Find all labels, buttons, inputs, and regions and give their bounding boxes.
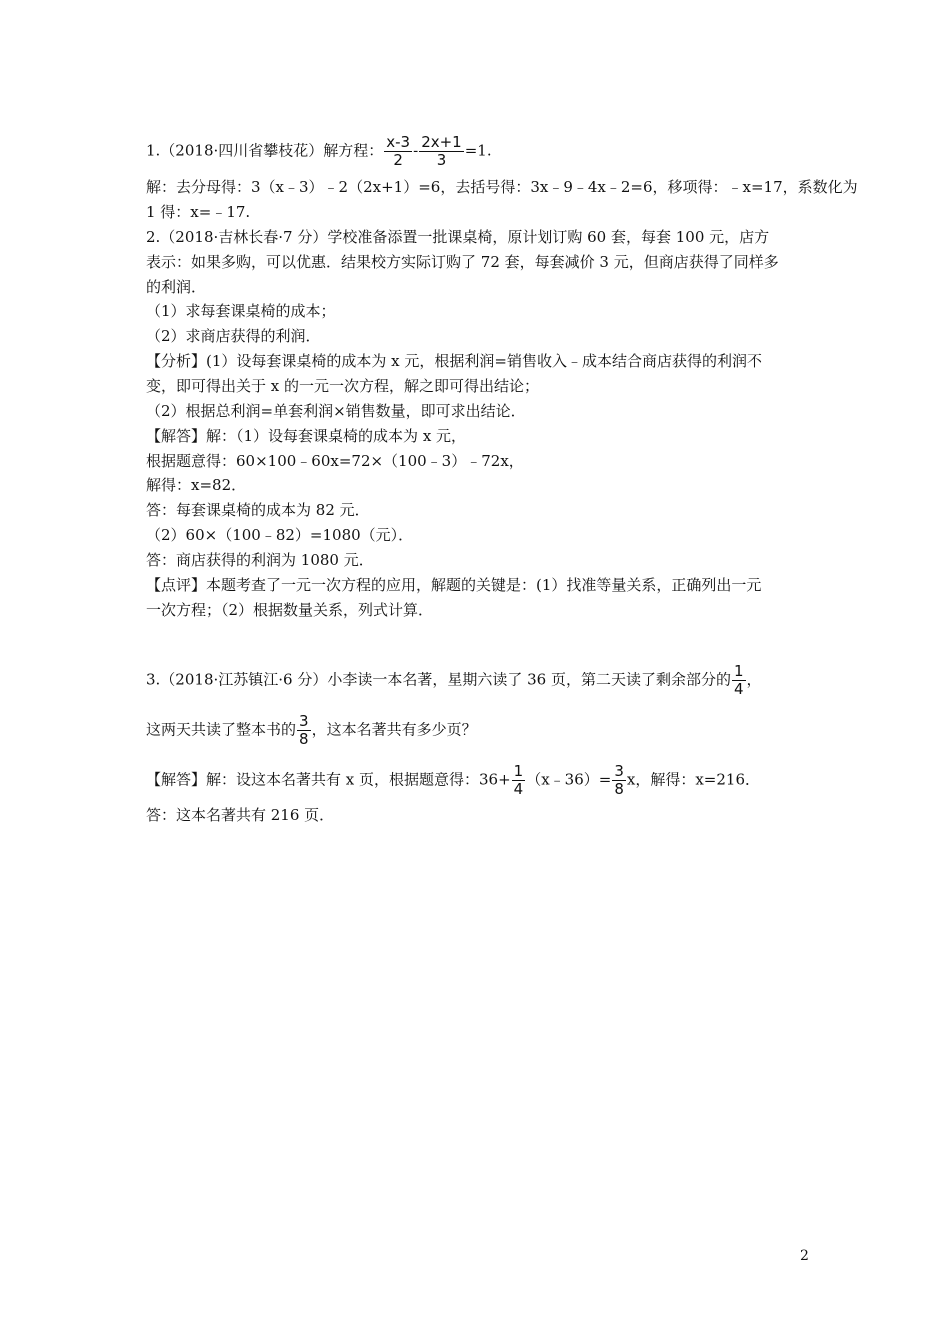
q2-part-2: （2）求商店获得的利润．	[146, 327, 321, 345]
q1-fraction-2: $\frac{2x+1}{3}$	[421, 133, 462, 169]
q2-stem-line-3: 的利润．	[146, 278, 207, 296]
q2-analysis-line-2: 变，即可得出关于 x 的一元一次方程，解之即可得出结论；	[146, 377, 539, 395]
q1-stem: 1.（2018·四川省攀枝花）解方程： $\frac{x-3}{2}$ - $\frac{2x+1}{3}$ =1.	[146, 133, 492, 169]
q2-answer-line-1: 【解答】解：（1）设每套课桌椅的成本为 x 元，	[146, 427, 467, 445]
q1-fraction-1: $\frac{x-3}{2}$	[386, 133, 411, 169]
q2-part-1: （1）求每套课桌椅的成本；	[146, 302, 336, 320]
q2-comment-line-1: 【点评】本题考查了一元一次方程的应用，解题的关键是：(1）找准等量关系，正确列出一元	[146, 576, 762, 594]
q1-solution-line-2: 1 得：x=﹣17.	[146, 203, 251, 221]
q2-stem-line-1: 2.（2018·吉林长春·7 分）学校准备添置一批课桌椅，原计划订购 60 套，每套 100 元，店方	[146, 228, 770, 246]
q2-answer-line-3: 解得：x=82．	[146, 476, 247, 494]
q3-stem-line-1: 3.（2018·江苏镇江·6 分）小李读一本名著，星期六读了 36 页，第二天读了剩余部分的 $\frac{1}{4}$ ，	[146, 662, 762, 698]
q1-solution-line-1: 解：去分母得：3（x﹣3）﹣2（2x+1）=6，去括号得：3x﹣9﹣4x﹣2=6，移项得：﹣x=17，系数化为	[146, 178, 858, 196]
q2-analysis-line-1: 【分析】(1）设每套课桌椅的成本为 x 元，根据利润=销售收入﹣成本结合商店获得的利润不	[146, 352, 762, 370]
q3-answer-fraction-1: $\frac{1}{4}$	[513, 762, 524, 798]
q2-answer-line-4: 答：每套课桌椅的成本为 82 元．	[146, 501, 370, 519]
q3-stem-line-2: 这两天共读了整本书的 $\frac{3}{8}$ ，这本名著共有多少页？	[146, 712, 477, 748]
q3-answer-fraction-2: $\frac{3}{8}$	[614, 762, 624, 798]
q2-stem-line-2: 表示：如果多购，可以优惠．结果校方实际订购了 72 套，每套减价 3 元，但商店获得了同样多	[146, 253, 779, 271]
page-number: 2	[800, 1248, 809, 1264]
q2-comment-line-2: 一次方程；（2）根据数量关系，列式计算．	[146, 601, 434, 619]
q3-conclusion: 答：这本名著共有 216 页．	[146, 806, 335, 824]
q3-answer: 【解答】解：设这本名著共有 x 页，根据题意得：36+ $\frac{1}{4}$ （x﹣36）= $\frac{3}{8}$ x，解得：x=216．	[146, 762, 760, 798]
q3-fraction-one-quarter: $\frac{1}{4}$	[733, 662, 744, 698]
q2-answer-line-6: 答：商店获得的利润为 1080 元．	[146, 551, 374, 569]
q2-answer-line-2: 根据题意得：60×100﹣60x=72×（100﹣3）﹣72x，	[146, 452, 524, 470]
q2-analysis-line-3: （2）根据总利润=单套利润×销售数量，即可求出结论．	[146, 402, 526, 420]
q2-answer-line-5: （2）60×（100﹣82）=1080（元）．	[146, 526, 414, 544]
q3-fraction-three-eighths: $\frac{3}{8}$	[299, 712, 309, 748]
